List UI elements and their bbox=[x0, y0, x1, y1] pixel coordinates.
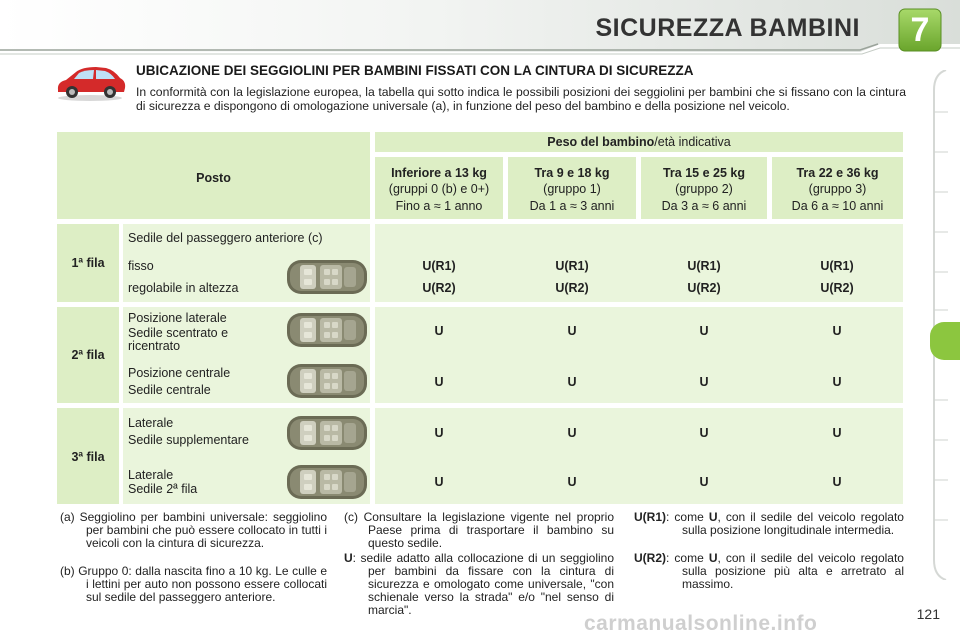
table-cell-value: U(R1) bbox=[555, 259, 589, 273]
table-cell-value: U bbox=[832, 475, 842, 489]
column-age: Da 6 a ≈ 10 anni bbox=[791, 199, 884, 213]
seat-line: regolabile in altezza bbox=[128, 281, 239, 295]
car-seat-diagram-icon bbox=[286, 312, 368, 348]
column-title: Tra 22 e 36 kg bbox=[796, 166, 879, 180]
table-cell-value: U bbox=[567, 375, 577, 389]
chapter-number: 7 bbox=[910, 11, 930, 49]
table-cell-value: U bbox=[567, 426, 577, 440]
seat-line: Sedile del passeggero anteriore (c) bbox=[128, 231, 323, 245]
car-icon bbox=[52, 60, 130, 104]
seat-line: Laterale bbox=[128, 416, 174, 430]
car-seat-diagram-icon bbox=[286, 464, 368, 500]
weight-header-rest: /età indicativa bbox=[654, 135, 731, 149]
row-label: 3ª fila bbox=[71, 450, 105, 464]
seat-line: Posizione centrale bbox=[128, 366, 231, 380]
car-seat-diagram-icon bbox=[286, 259, 368, 295]
table-cell-value: U bbox=[434, 375, 444, 389]
seat-line: Sedile scentrato e ricentrato bbox=[128, 326, 229, 353]
table-cell-value: U bbox=[434, 324, 444, 338]
column-title: Tra 15 e 25 kg bbox=[662, 166, 745, 180]
seat-line: Sedile supplementare bbox=[128, 433, 249, 447]
column-group: (gruppo 1) bbox=[543, 182, 601, 196]
seat-line: Sedile 2ª fila bbox=[128, 482, 198, 496]
footnote-u-text: : sedile adatto alla collocazione di un seggiolino per bambini da fissare con la cintura di sicurezza e omologato come universale, "con schienale verso la strada" e/o "nel senso di marcia". bbox=[352, 551, 614, 617]
row-label: 1ª fila bbox=[71, 256, 105, 270]
section-title: UBICAZIONE DEI SEGGIOLINI PER BAMBINI FISSATI CON LA CINTURA DI SICUREZZA bbox=[136, 63, 694, 78]
table-cell-value: U(R1) bbox=[422, 259, 456, 273]
table-cell-value: U(R1) bbox=[820, 259, 854, 273]
table-cell-value: U bbox=[832, 426, 842, 440]
footnote-b: (b) Gruppo 0: dalla nascita fino a 10 kg. Le culle e i lettini per auto non possono essere collocati sul sedile del passeggero anteriore. bbox=[60, 564, 327, 604]
weight-header bbox=[375, 135, 903, 149]
footnote-c: (c) Consultare la legislazione vigente nel proprio Paese prima di trasportare il bambino su questo sedile. bbox=[344, 510, 614, 550]
table-cell-value: U bbox=[699, 475, 709, 489]
footnote-u-label: U bbox=[344, 551, 353, 565]
table-cell-value: U bbox=[699, 375, 709, 389]
table-cell-value: U bbox=[832, 375, 842, 389]
seat-line: Posizione laterale bbox=[128, 311, 227, 325]
weight-header-bold: Peso del bambino bbox=[547, 135, 655, 149]
posto-label: Posto bbox=[196, 171, 231, 185]
table-cell-value: U(R1) bbox=[687, 259, 721, 273]
footnote-r1-u: U bbox=[708, 510, 718, 524]
table-cell-value: U bbox=[567, 475, 577, 489]
footnote-a: (a) Seggiolino per bambini universale: seggiolino per bambini che può essere collocato in tutti i veicoli con la cintura di sicurezza. bbox=[60, 510, 327, 550]
intro-paragraph: In conformità con la legislazione europea, la tabella qui sotto indica le possibili posizioni dei seggiolini per bambini che si fissano con la cintura di sicurezza e dispongono di omologazione universale (a), in funzione del peso del bambino e della posizione nel veicolo. bbox=[136, 85, 906, 113]
column-title: Inferiore a 13 kg bbox=[391, 166, 487, 180]
page-number: 121 bbox=[916, 606, 940, 622]
page-title: SICUREZZA BAMBINI bbox=[595, 14, 860, 42]
footnote-r2-text-2: , con il sedile del veicolo regolato sulla posizione più alta e arretrato al massimo. bbox=[682, 551, 904, 591]
footnote-r2 bbox=[634, 552, 904, 591]
table-cell-value: U bbox=[434, 426, 444, 440]
table-cell-value: U bbox=[699, 426, 709, 440]
table-cell-value: U bbox=[567, 324, 577, 338]
watermark: carmanualsonline.info bbox=[584, 612, 818, 635]
footnote-r1-text-2: , con il sedile del veicolo regolato sulla posizione longitudinale intermedia. bbox=[682, 510, 904, 537]
table-cell-value: U(R2) bbox=[555, 281, 589, 295]
table-cell-value: U(R2) bbox=[687, 281, 721, 295]
column-group: (gruppi 0 (b) e 0+) bbox=[388, 182, 490, 196]
column-title: Tra 9 e 18 kg bbox=[534, 166, 610, 180]
footnote-r2-label: U(R2) bbox=[634, 551, 666, 565]
footnote-r2-text: : come bbox=[666, 551, 709, 565]
car-seat-diagram-icon bbox=[286, 363, 368, 399]
column-age: Da 1 a ≈ 3 anni bbox=[529, 199, 615, 213]
car-seat-diagram-icon bbox=[286, 415, 368, 451]
seat-line: fisso bbox=[128, 259, 154, 273]
table-cell-value: U bbox=[699, 324, 709, 338]
table-cell-value: U bbox=[832, 324, 842, 338]
column-group: (gruppo 2) bbox=[675, 182, 733, 196]
row-label: 2ª fila bbox=[71, 348, 105, 362]
footnote-r1-label: U(R1) bbox=[634, 510, 666, 524]
table-cell-value: U(R2) bbox=[422, 281, 456, 295]
footnote-r1 bbox=[634, 511, 904, 537]
footnote-r2-u: U bbox=[708, 551, 718, 565]
row-values-cell bbox=[375, 408, 903, 504]
footnote-r1-text: : come bbox=[666, 510, 709, 524]
chapter-tab-active[interactable] bbox=[930, 322, 960, 360]
column-age: Da 3 a ≈ 6 anni bbox=[661, 199, 747, 213]
seat-line: Laterale bbox=[128, 468, 174, 482]
column-age: Fino a ≈ 1 anno bbox=[395, 199, 483, 213]
footnote-u bbox=[344, 552, 614, 617]
seat-line: Sedile centrale bbox=[128, 383, 211, 397]
column-group: (gruppo 3) bbox=[808, 182, 867, 196]
table-cell-value: U(R2) bbox=[820, 281, 854, 295]
table-cell-value: U bbox=[434, 475, 444, 489]
